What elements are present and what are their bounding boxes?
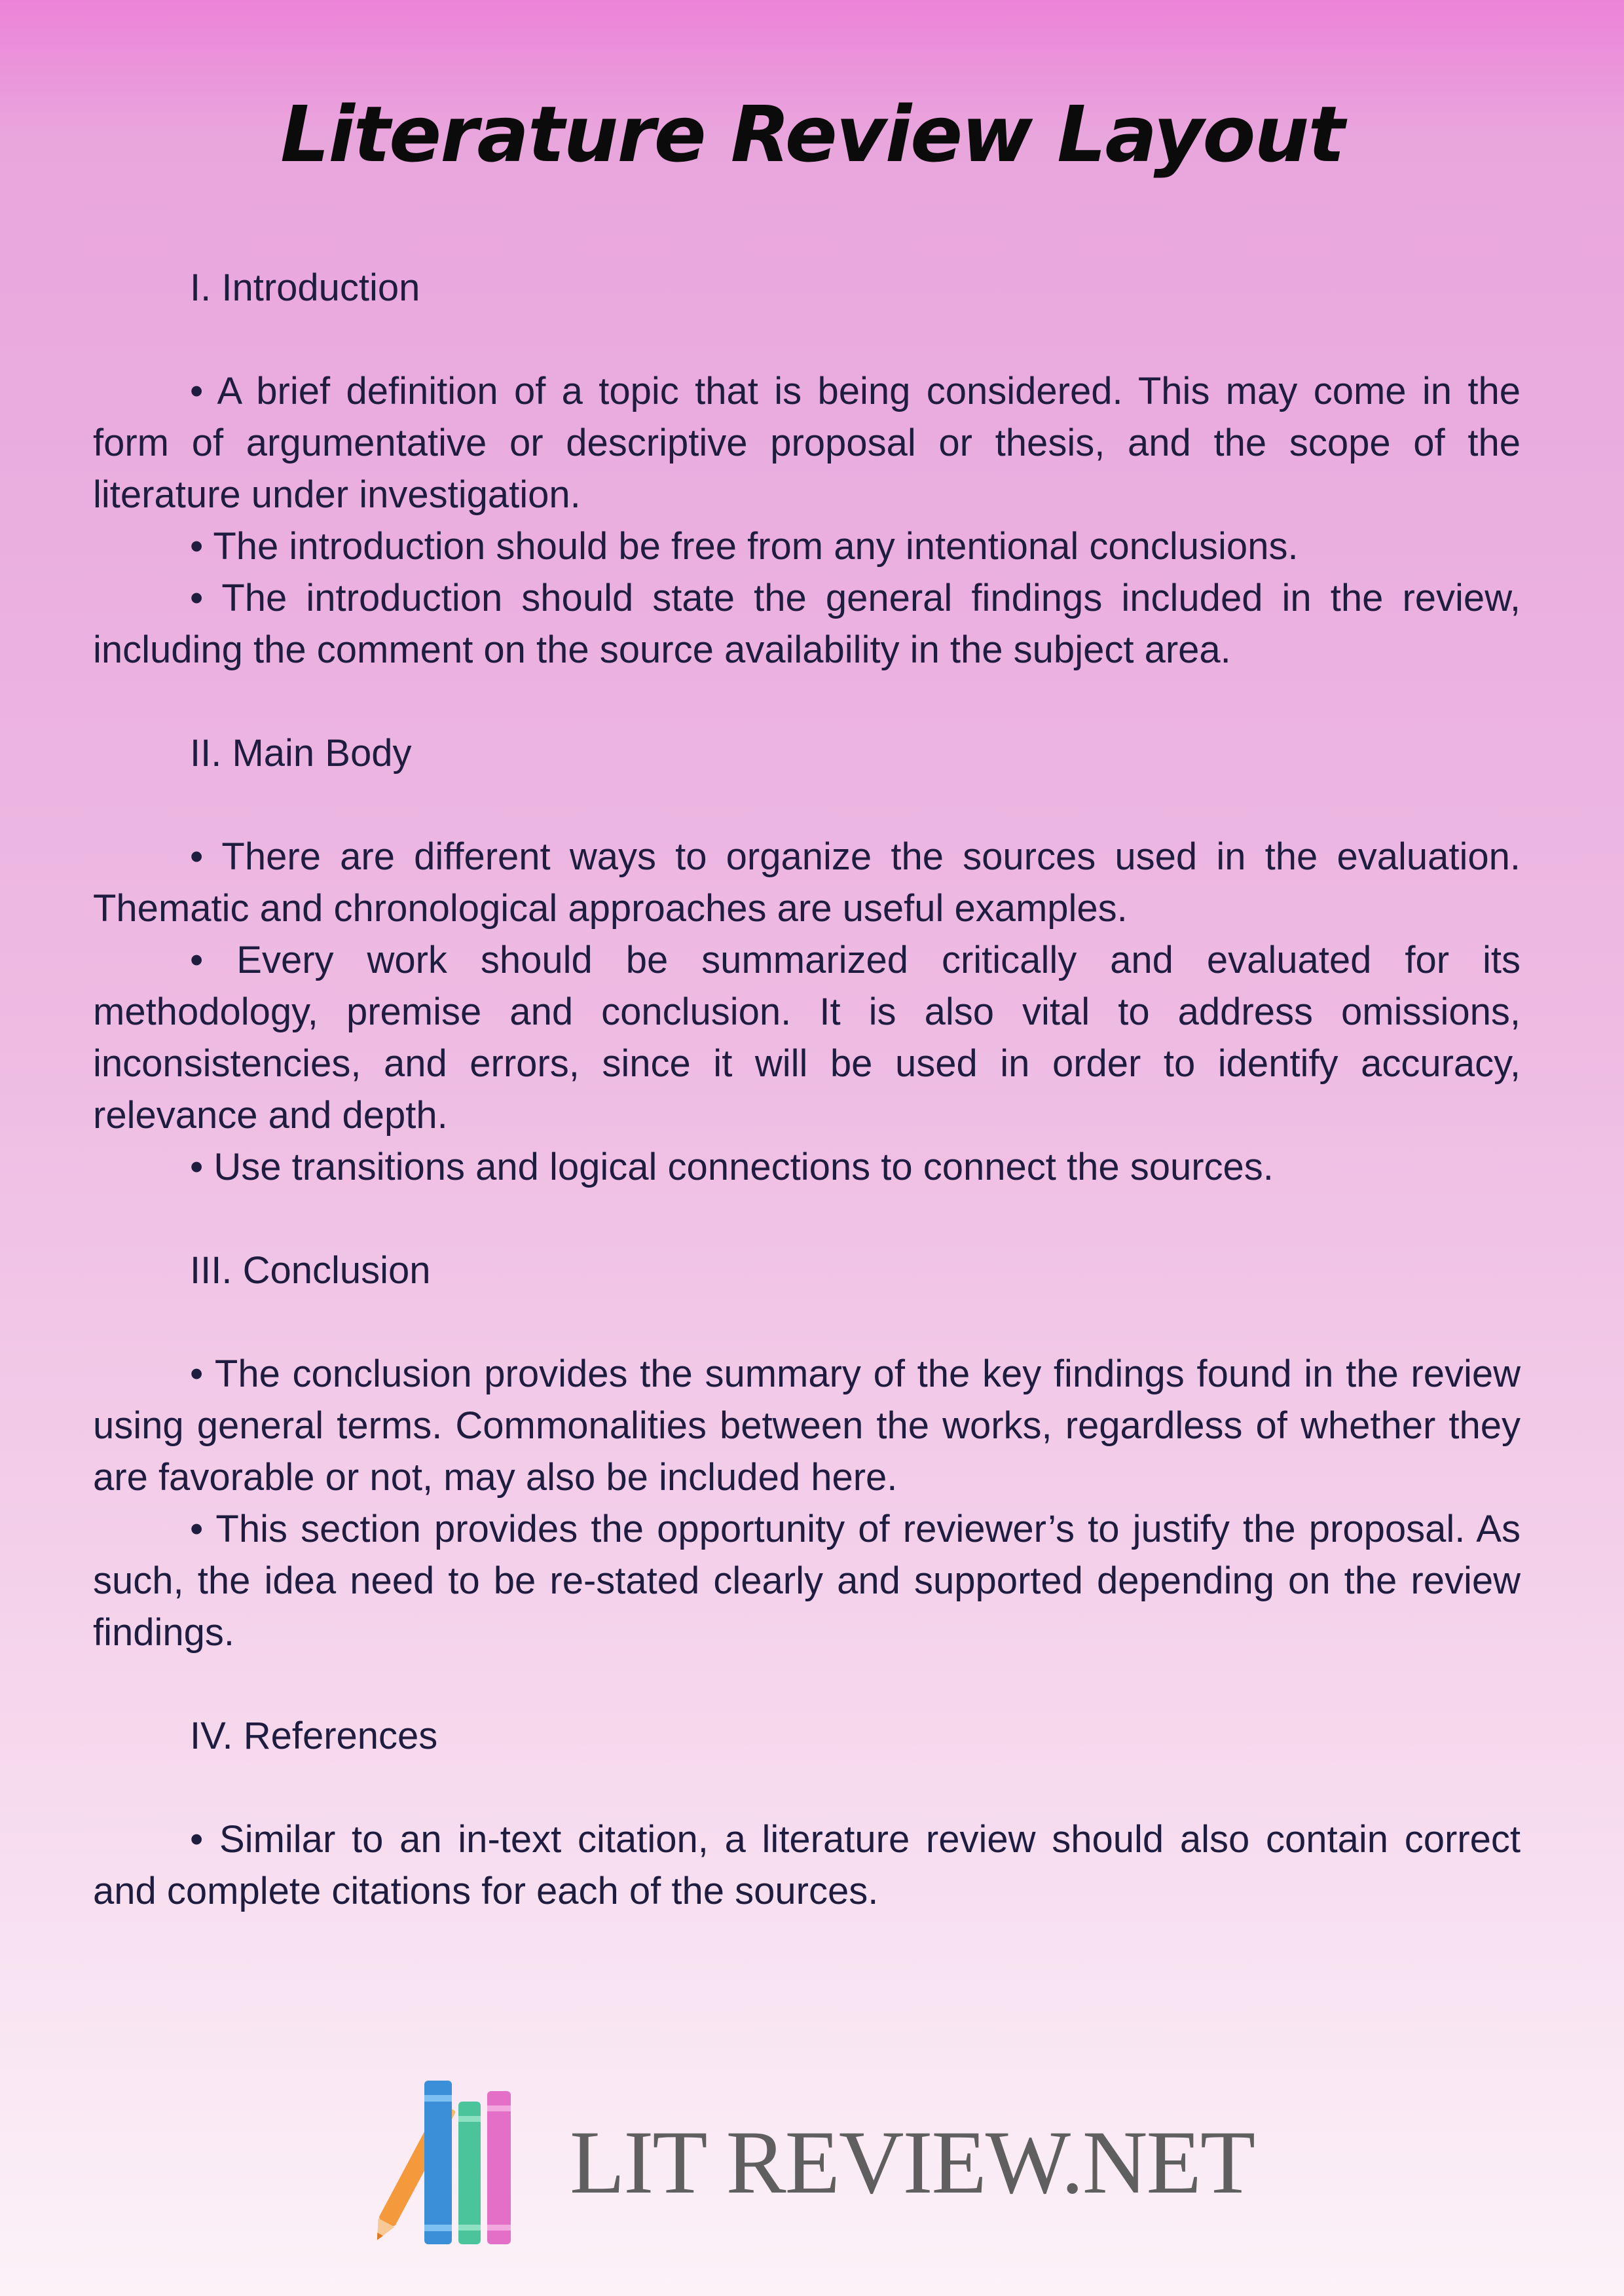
list-item: • Similar to an in-text citation, a literature review should also contain correct and complete citations for each of the sources. xyxy=(93,1818,1521,1912)
section-heading-introduction: I. Introduction xyxy=(190,266,420,309)
list-item: • Use transitions and logical connections to connect the sources. xyxy=(190,1146,1274,1188)
document-body xyxy=(93,262,1521,1917)
section-heading-conclusion: III. Conclusion xyxy=(190,1249,431,1292)
list-item: • The introduction should be free from any intentional conclusions. xyxy=(190,525,1299,568)
list-item: • There are different ways to organize the sources used in the evaluation. Thematic and chronological approaches are useful examples. xyxy=(93,835,1521,930)
section-heading-references: IV. References xyxy=(190,1715,438,1757)
logo-text: LIT REVIEW.NET xyxy=(570,2112,1255,2212)
section-heading-main-body: II. Main Body xyxy=(190,732,412,774)
site-logo xyxy=(347,2075,1277,2246)
list-item: • A brief definition of a topic that is being considered. This may come in the form of argumentative or descriptive proposal or thesis, and the scope of the literature under investigation. xyxy=(93,370,1521,516)
list-item: • This section provides the opportunity of reviewer’s to justify the proposal. As such, the idea need to be re-stated clearly and supported depending on the review findings. xyxy=(93,1508,1521,1654)
page-title: Literature Review Layout xyxy=(280,89,1344,179)
list-item: • The introduction should state the general findings included in the review, including the comment on the source availability in the subject area. xyxy=(93,577,1521,671)
list-item: • The conclusion provides the summary of the key findings found in the review using general terms. Commonalities between the works, regardless of whether they are favorable or not, may also be included here. xyxy=(93,1353,1521,1499)
list-item: • Every work should be summarized critically and evaluated for its methodology, premise and conclusion. It is also vital to address omissions, inconsistencies, and errors, since it will be used in order to identify accuracy, relevance and depth. xyxy=(93,939,1521,1137)
books-and-pencil-icon xyxy=(347,2075,537,2246)
